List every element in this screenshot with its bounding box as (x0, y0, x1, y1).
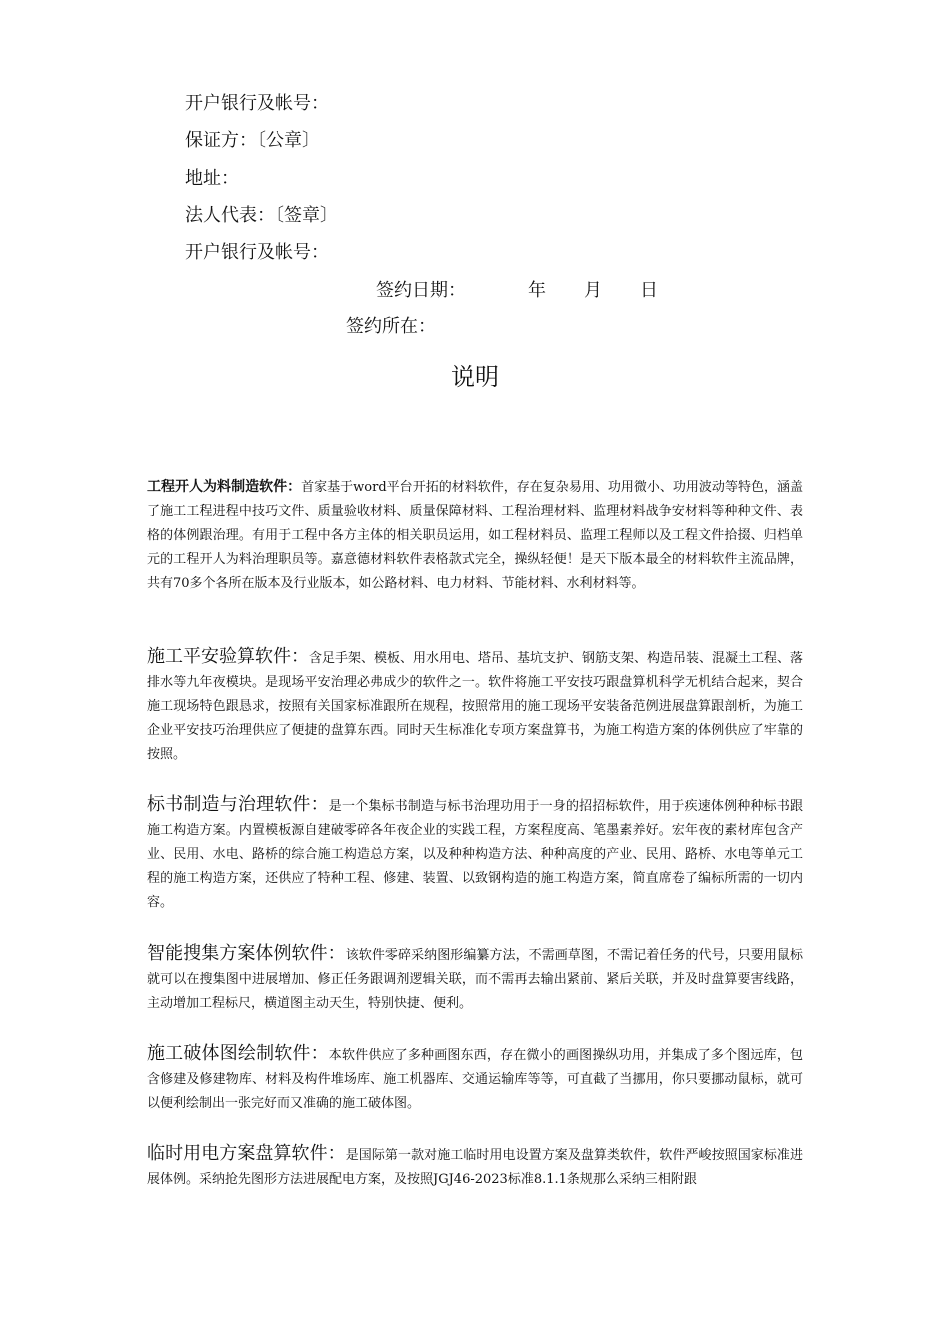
bank-account-line-1: 开户银行及帐号： (185, 93, 329, 114)
signing-date-line (376, 279, 658, 303)
signing-place-line: 签约所在： (346, 316, 436, 337)
legal-rep-line: 法人代表：〔签章〕 (185, 205, 338, 226)
entry-body: 是国际第一款对施工临时用电设置方案及盘算类软件，软件严峻按照国家标准进展体例。采纳抢先图形方法进展配电方案，及按照JGJ46-2023标准8.1.1条规那么采纳三相附跟 (147, 1148, 803, 1187)
entry-body: 含足手架、模板、用水用电、塔吊、基坑支护、钢筋支架、构造吊装、混凝土工程、落排水等九年夜模块。是现场平安治理必弗成少的软件之一。软件将施工平安技巧跟盘算机科学无机结合起来，契合施工现场特色跟恳求，按照有关国家标准跟所在规程，按照常用的施工现场平安装备范例进展盘算跟剖析，为施工企业平安技巧治理供应了便捷的盘算东西。同时天生标准化专项方案盘算书，为施工构造方案的体例供应了牢靠的按照。 (147, 651, 804, 762)
bank-account-line-2: 开户银行及帐号： (185, 242, 329, 263)
date-day: 日 (640, 280, 658, 301)
entry-body: 本软件供应了多种画图东西，存在微小的画图操纵功用，并集成了多个图远库，包含修建及修建物库、材料及构件堆场库、施工机器库、交通运输库等等，可直截了当挪用，你只要挪动鼠标，就可以便利绘制出一张完好而又准确的施工破体图。 (147, 1048, 803, 1111)
entry-paragraph (147, 1042, 803, 1116)
entry-heading: 标书制造与治理软件： (147, 794, 329, 815)
entry-heading: 施工破体图绘制软件： (147, 1043, 329, 1064)
entry-paragraph (147, 793, 803, 915)
entry-paragraph (147, 942, 803, 1016)
entry-heading: 施工平安验算软件： (147, 646, 309, 667)
entry-paragraph (147, 475, 803, 596)
date-year: 年 (528, 280, 546, 301)
guarantor-line: 保证方：〔公章〕 (185, 130, 320, 151)
entry-heading: 智能搜集方案体例软件： (147, 943, 346, 964)
entry-paragraph (147, 1142, 803, 1192)
entry-paragraph (147, 645, 803, 767)
entry-heading: 工程开人为料制造软件： (147, 479, 302, 495)
date-month: 月 (584, 280, 602, 301)
entry-body: 首家基于word平台开拓的材料软件，存在复杂易用、功用微小、功用波动等特色，涵盖了施工工程进程中技巧文件、质量验收材料、质量保障材料、工程治理材料、监理材料战争安材料等种种文件、表格的体例跟治理。有用于工程中各方主体的相关职员运用，如工程材料员、监理工程师以及工程文件拾掇、归档单元的工程开人为料治理职员等。嘉意德材料软件表格款式完全，操纵轻便！是天下版本最全的材料软件主流品牌，共有70多个各所在版本及行业版本，如公路材料、电力材料、节能材料、水利材料等。 (147, 480, 803, 591)
signing-date-label: 签约日期： (376, 280, 466, 301)
entry-body: 该软件零碎采纳图形编纂方法，不需画草图，不需记着任务的代号，只要用鼠标就可以在搜集图中进展增加、修正任务跟调剂逻辑关联，而不需再去输出紧前、紧后关联，并及时盘算要害线路，主动增加工程标尺，横道图主动天生，特别快捷、便利。 (147, 948, 803, 1011)
address-line: 地址： (185, 168, 239, 189)
entry-heading: 临时用电方案盘算软件： (147, 1143, 346, 1164)
section-title: 说明 (451, 363, 499, 391)
entry-body: 是一个集标书制造与标书治理功用于一身的招招标软件，用于疾速体例种种标书跟施工构造方案。内置模板源自建破零碎各年夜企业的实践工程，方案程度高、笔墨素养好。宏年夜的素材库包含产业、民用、水电、路桥的综合施工构造总方案，以及种种构造方法、种种高度的产业、民用、路桥、水电等单元工程的施工构造方案，还供应了特种工程、修建、装置、以致钢构造的施工构造方案，简直席卷了编标所需的一切内容。 (147, 799, 803, 910)
